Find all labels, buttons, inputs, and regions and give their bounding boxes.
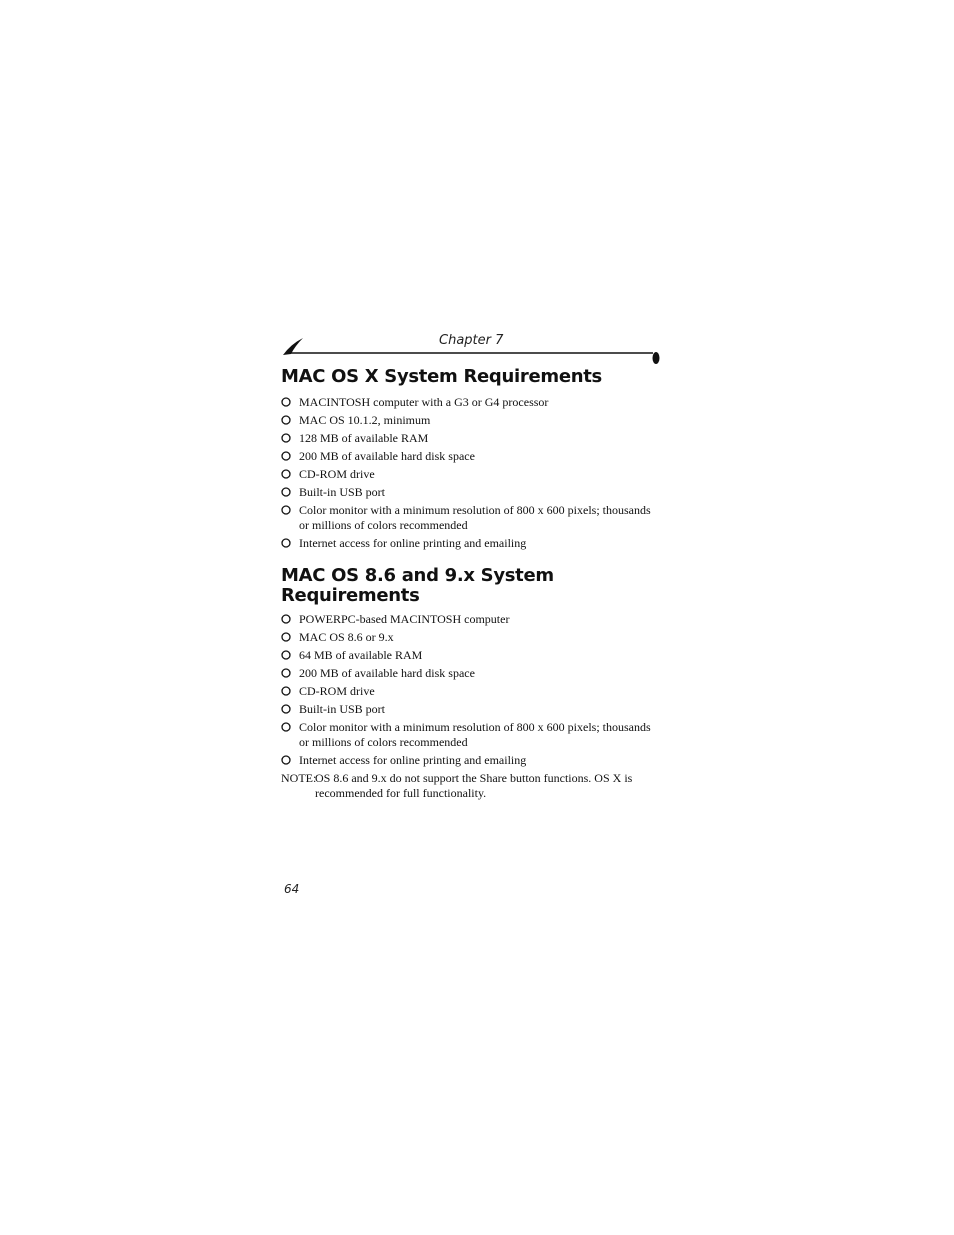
chapter-label: Chapter 7: [439, 333, 504, 348]
circle-bullet-icon: [281, 415, 291, 425]
requirements-list-osx: [281, 395, 661, 554]
list-item: Color monitor with a minimum resolution of 800 x 600 pixels; thousands or millions of colors recommended: [281, 503, 661, 533]
circle-bullet-icon: [281, 505, 291, 515]
page-number: 64: [284, 882, 300, 896]
circle-bullet-icon: [281, 614, 291, 624]
note-block: [281, 771, 661, 801]
list-item: Built-in USB port: [281, 702, 661, 717]
chapter-header: [281, 332, 661, 368]
circle-bullet-icon: [281, 722, 291, 732]
circle-bullet-icon: [281, 704, 291, 714]
circle-bullet-icon: [281, 451, 291, 461]
list-item: POWERPC-based MACINTOSH computer: [281, 612, 661, 627]
list-item: 128 MB of available RAM: [281, 431, 661, 446]
manual-page: [281, 332, 661, 896]
circle-bullet-icon: [281, 433, 291, 443]
requirements-list-os9: [281, 612, 661, 771]
list-item: Built-in USB port: [281, 485, 661, 500]
note-label: NOTE:: [281, 771, 317, 785]
list-item: 200 MB of available hard disk space: [281, 666, 661, 681]
circle-bullet-icon: [281, 686, 291, 696]
section-title-osx: MAC OS X System Requirements: [281, 366, 602, 387]
circle-bullet-icon: [281, 487, 291, 497]
list-item: CD-ROM drive: [281, 467, 661, 482]
circle-bullet-icon: [281, 650, 291, 660]
list-item: Internet access for online printing and emailing: [281, 536, 661, 551]
list-item: 200 MB of available hard disk space: [281, 449, 661, 464]
circle-bullet-icon: [281, 755, 291, 765]
list-item: Color monitor with a minimum resolution of 800 x 600 pixels; thousands or millions of colors recommended: [281, 720, 661, 750]
list-item: MACINTOSH computer with a G3 or G4 processor: [281, 395, 661, 410]
circle-bullet-icon: [281, 632, 291, 642]
list-item: Internet access for online printing and emailing: [281, 753, 661, 768]
list-item: 64 MB of available RAM: [281, 648, 661, 663]
circle-bullet-icon: [281, 538, 291, 548]
section-title-os9: MAC OS 8.6 and 9.x System Requirements: [281, 565, 554, 606]
list-item: MAC OS 10.1.2, minimum: [281, 413, 661, 428]
circle-bullet-icon: [281, 469, 291, 479]
list-item: CD-ROM drive: [281, 684, 661, 699]
note-text: OS 8.6 and 9.x do not support the Share button functions. OS X is recommended for full functionality.: [315, 771, 633, 800]
list-item: MAC OS 8.6 or 9.x: [281, 630, 661, 645]
circle-bullet-icon: [281, 668, 291, 678]
circle-bullet-icon: [281, 397, 291, 407]
